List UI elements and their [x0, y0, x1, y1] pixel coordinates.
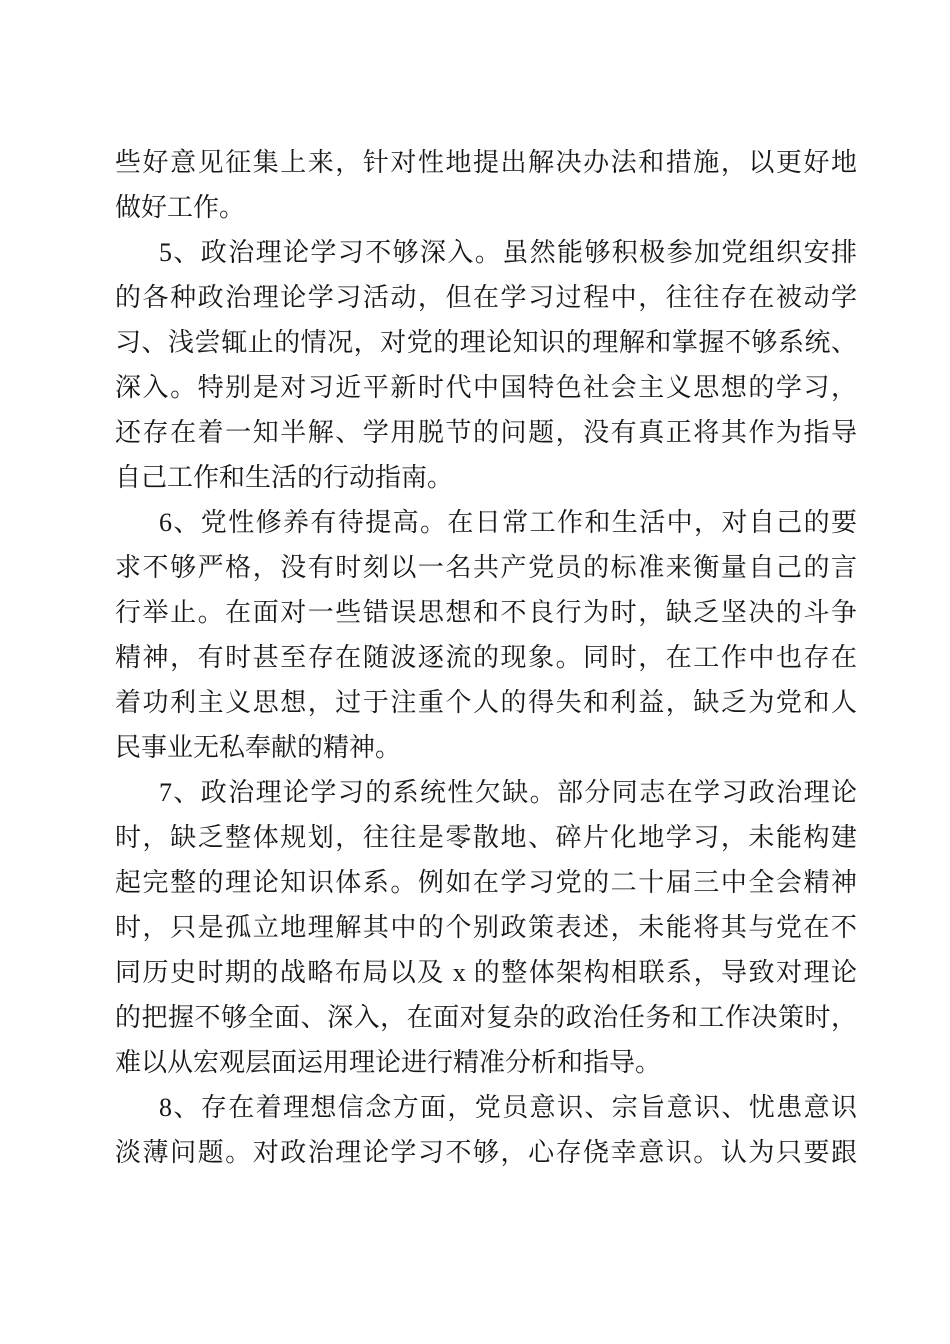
text-line: 8、存在着理想信念方面，党员意识、宗旨意识、忧患意识: [159, 1093, 857, 1122]
text-line: 同历史时期的战略布局以及 x 的整体架构相联系，导致对理论: [115, 958, 857, 987]
text-line: 起完整的理论知识体系。例如在学习党的二十届三中全会精神: [115, 868, 857, 897]
text-line: 的把握不够全面、深入，在面对复杂的政治任务和工作决策时，: [115, 1003, 857, 1032]
text-line: 精神，有时甚至存在随波逐流的现象。同时，在工作中也存在: [115, 643, 857, 672]
text-line: 行举止。在面对一些错误思想和不良行为时，缺乏坚决的斗争: [115, 598, 857, 627]
text-line: 做好工作。: [115, 193, 246, 222]
text-line: 习、浅尝辄止的情况，对党的理论知识的理解和掌握不够系统、: [115, 328, 857, 357]
text-line: 5、政治理论学习不够深入。虽然能够积极参加党组织安排: [159, 238, 857, 267]
text-line: 6、党性修养有待提高。在日常工作和生活中，对自己的要: [159, 508, 857, 537]
text-line: 7、政治理论学习的系统性欠缺。部分同志在学习政治理论: [159, 778, 857, 807]
text-line: 时，只是孤立地理解其中的个别政策表述，未能将其与党在不: [115, 913, 857, 942]
paragraph-item-8: [115, 1085, 857, 1175]
text-line: 淡薄问题。对政治理论学习不够，心存侥幸意识。认为只要跟: [115, 1138, 857, 1167]
paragraph-item-5: [115, 230, 857, 500]
text-line: 着功利主义思想，过于注重个人的得失和利益，缺乏为党和人: [115, 688, 857, 717]
text-line: 深入。特别是对习近平新时代中国特色社会主义思想的学习，: [115, 373, 857, 402]
text-line: 自己工作和生活的行动指南。: [115, 463, 454, 492]
text-line: 求不够严格，没有时刻以一名共产党员的标准来衡量自己的言: [115, 553, 857, 582]
text-line: 还存在着一知半解、学用脱节的问题，没有真正将其作为指导: [115, 418, 857, 447]
text-line: 的各种政治理论学习活动，但在学习过程中，往往存在被动学: [115, 283, 857, 312]
text-line: 民事业无私奉献的精神。: [115, 733, 402, 762]
paragraph: [115, 140, 857, 230]
paragraph-item-6: [115, 500, 857, 770]
text-line: 难以从宏观层面运用理论进行精准分析和指导。: [115, 1048, 662, 1077]
text-line: 时，缺乏整体规划，往往是零散地、碎片化地学习，未能构建: [115, 823, 857, 852]
paragraph-item-7: [115, 770, 857, 1085]
text-line: 些好意见征集上来，针对性地提出解决办法和措施，以更好地: [115, 148, 857, 177]
